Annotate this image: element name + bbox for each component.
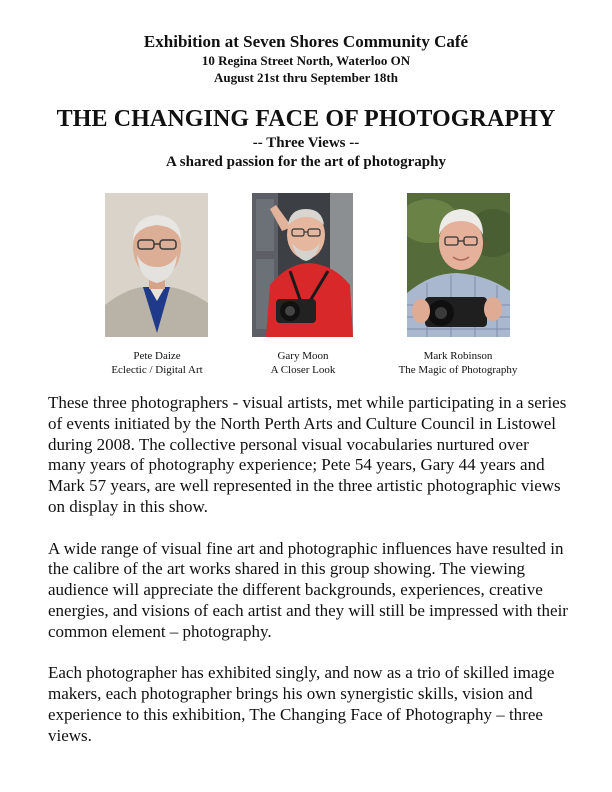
exhibition-subtitle: -- Three Views -- [252,135,360,151]
title-block [0,104,612,172]
portrait-mark-robinson [407,193,510,337]
photographer-name: Pete Daize [133,350,181,362]
venue-address: 10 Regina Street North, Waterloo ON [201,53,411,68]
photographer-name: Mark Robinson [423,350,493,362]
paragraph: These three photographers - visual artists, met while participating in a series of events initiated by the North Perth Arts and Culture Council in Listowel during 2008. The collective personal visual vocabularies nurtured over many years of photography experience; Pete 54 years, Gary 44 years and Mark 57 years, are well represented in the three artistic photographic views on display in this show. [48,393,567,516]
paragraph: A wide range of visual fine art and photographic influences have resulted in the calibre of the art works shared in this group showing. The viewing audience will appreciate the different backgrounds, experiences, creative energies, and visions of each artist and they will still be impressed with their common element – photography. [48,538,568,641]
portrait-gary-moon [252,193,353,337]
portrait-pete-daize [105,193,208,337]
photographer-view: A Closer Look [270,364,336,376]
venue-name: Exhibition at Seven Shores Community Café [143,32,469,51]
body-text [48,393,568,767]
caption-gary-moon [223,349,383,377]
exhibition-title: THE CHANGING FACE OF PHOTOGRAPHY [56,106,556,132]
paragraph: Each photographer has exhibited singly, and now as a trio of skilled image makers, each photographer brings his own synergistic skills, vision and experience to this exhibition, The Changing Face of Photography – three views. [48,663,555,745]
photographer-view: The Magic of Photography [398,364,518,376]
photographer-view: Eclectic / Digital Art [111,364,203,376]
exhibition-tagline: A shared passion for the art of photography [166,154,446,170]
caption-mark-robinson [378,349,538,377]
photographer-name: Gary Moon [277,350,329,362]
exhibition-dates: August 21st thru September 18th [214,70,398,85]
caption-pete-daize [77,349,237,377]
venue-header [0,32,612,86]
